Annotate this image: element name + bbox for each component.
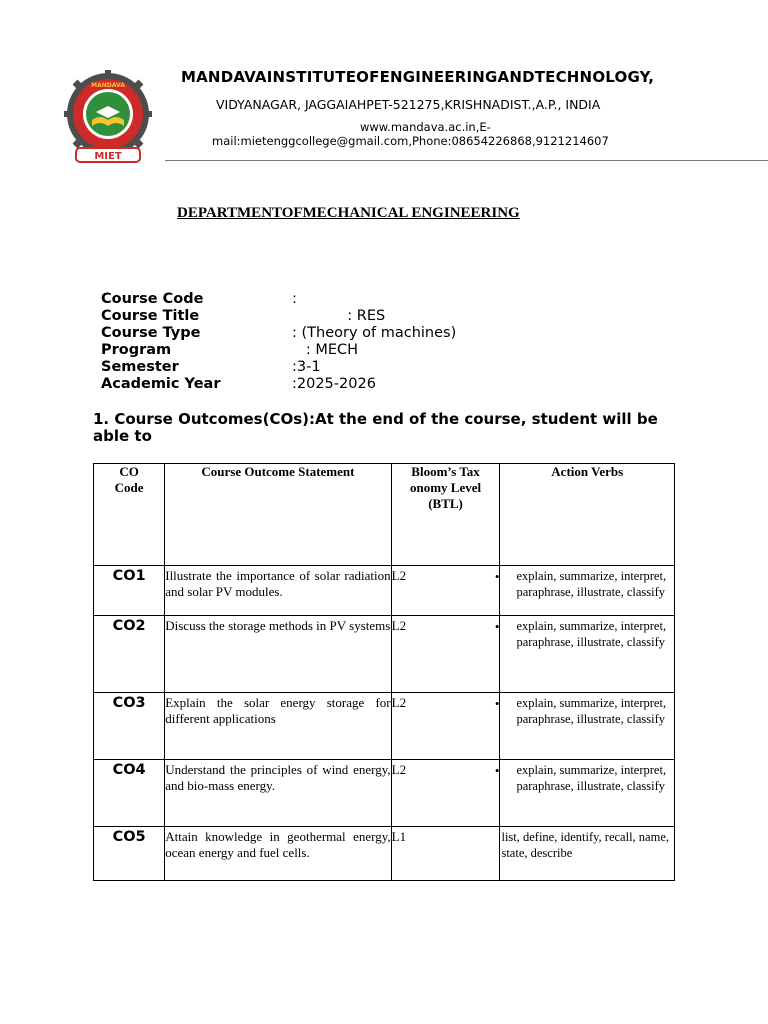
- info-label: Course Type: [101, 325, 201, 341]
- info-value: : RES: [292, 308, 386, 324]
- info-label: Semester: [101, 359, 179, 375]
- info-label: Course Code: [101, 291, 204, 307]
- btl-level: L2: [391, 695, 407, 710]
- institute-logo: [60, 70, 156, 166]
- co-statement: Attain knowledge in geothermal energy, ocean energy and fuel cells.: [165, 827, 391, 881]
- co-action-verbs: explain, summarize, interpret, paraphrase, illustrate, classify: [500, 616, 675, 693]
- institute-name: MANDAVAINSTITUTEOFENGINEERINGANDTECHNOLOGY,: [181, 68, 655, 86]
- info-value: :3-1: [292, 359, 321, 375]
- section-heading: [93, 411, 693, 445]
- table-header-row: [94, 464, 675, 566]
- section-number: 1.: [93, 410, 115, 428]
- table-row: [94, 616, 675, 693]
- co-code: CO1: [94, 566, 165, 616]
- table-row: [94, 760, 675, 827]
- section-title-bold: Course Outcomes(COs):: [114, 410, 315, 428]
- bullet-icon: •: [494, 763, 500, 778]
- logo-top-text: MANDAVA: [91, 82, 125, 89]
- course-outcomes-table: [93, 463, 675, 881]
- header-divider: [165, 160, 768, 161]
- co-action-verbs: explain, summarize, interpret, paraphrase, illustrate, classify: [500, 760, 675, 827]
- btl-level: L1: [391, 829, 407, 844]
- header-action-verbs: Action Verbs: [500, 464, 675, 566]
- logo-gear: [64, 70, 152, 158]
- info-value: : (Theory of machines): [292, 325, 457, 341]
- co-statement: Explain the solar energy storage for different applications: [165, 693, 391, 760]
- bullet-icon: •: [494, 619, 500, 634]
- info-value: : MECH: [292, 342, 359, 358]
- co-statement: Understand the principles of wind energy, and bio-mass energy.: [165, 760, 391, 827]
- co-action-verbs: explain, summarize, interpret, paraphrase, illustrate, classify: [500, 693, 675, 760]
- header-statement: Course Outcome Statement: [165, 464, 391, 566]
- bullet-icon: •: [494, 569, 500, 584]
- co-statement: Discuss the storage methods in PV systems: [165, 616, 391, 693]
- co-code: CO3: [94, 693, 165, 760]
- co-code: CO5: [94, 827, 165, 881]
- info-value: :2025-2026: [292, 376, 376, 392]
- institute-address: VIDYANAGAR, JAGGAIAHPET-521275,KRISHNADIST.,A.P., INDIA: [216, 97, 601, 112]
- co-statement: Illustrate the importance of solar radiation and solar PV modules.: [165, 566, 391, 616]
- table-row: [94, 566, 675, 616]
- co-code: CO2: [94, 616, 165, 693]
- table-row: [94, 827, 675, 881]
- co-btl: [391, 566, 500, 616]
- institute-website: www.mandava.ac.in,E-: [360, 120, 491, 134]
- btl-level: L2: [391, 618, 407, 633]
- info-label: Program: [101, 342, 172, 358]
- info-value: :: [292, 291, 297, 307]
- btl-level: L2: [391, 568, 407, 583]
- co-btl: [391, 760, 500, 827]
- co-btl: [391, 616, 500, 693]
- logo-badge-text: MIET: [94, 151, 122, 162]
- co-action-verbs: list, define, identify, recall, name, state, describe: [500, 827, 675, 881]
- btl-level: L2: [391, 762, 407, 777]
- logo-badge: [76, 148, 140, 162]
- header-co-code: CO Code: [94, 464, 165, 566]
- bullet-icon: •: [494, 696, 500, 711]
- header-btl: Bloom’s Taxonomy Level(BTL): [391, 464, 500, 566]
- co-code: CO4: [94, 760, 165, 827]
- department-title: DEPARTMENTOFMECHANICAL ENGINEERING: [177, 205, 520, 221]
- co-btl: [391, 827, 500, 881]
- table-row: [94, 693, 675, 760]
- info-label: Course Title: [101, 308, 200, 324]
- institute-contact: mail:mietenggcollege@gmail.com,Phone:08654226868,9121214607: [212, 134, 609, 148]
- co-action-verbs: explain, summarize, interpret, paraphrase, illustrate, classify: [500, 566, 675, 616]
- co-btl: [391, 693, 500, 760]
- section-title-rest: At the end of the course, student will be able to: [93, 410, 658, 445]
- info-label: Academic Year: [101, 376, 221, 392]
